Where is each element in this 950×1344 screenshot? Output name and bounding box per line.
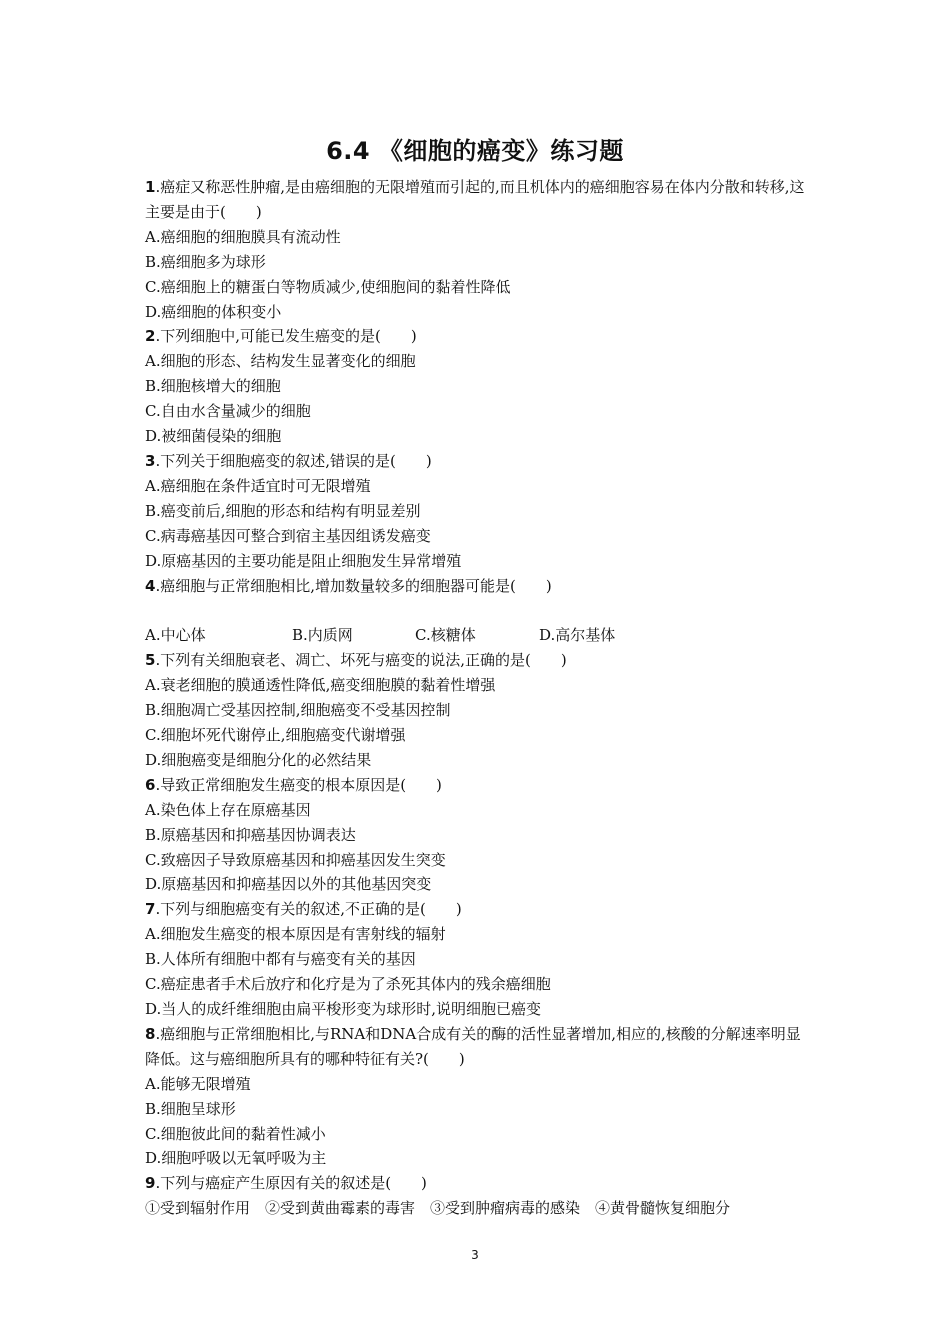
option-c: C.细胞彼此间的黏着性减小 bbox=[145, 1124, 326, 1143]
option-d: D.细胞呼吸以无氧呼吸为主 bbox=[145, 1149, 327, 1168]
question-number: 1 bbox=[145, 178, 156, 196]
option-a: A.癌细胞的细胞膜具有流动性 bbox=[145, 227, 341, 246]
question-number: 7 bbox=[145, 900, 156, 919]
option-a: A.细胞的形态、结构发生显著变化的细胞 bbox=[145, 352, 416, 371]
option-a: A.癌细胞在条件适宜时可无限增殖 bbox=[145, 476, 371, 495]
question-statements: ①受到辐射作用 ②受到黄曲霉素的毒害 ③受到肿瘤病毒的感染 ④黄骨髓恢复细胞分 bbox=[145, 1199, 731, 1218]
question-number: 6 bbox=[145, 775, 156, 794]
option-c: C.致癌因子导致原癌基因和抑癌基因发生突变 bbox=[145, 850, 446, 869]
option-d: D.被细菌侵染的细胞 bbox=[145, 427, 282, 446]
option-b: B.细胞凋亡受基因控制,细胞癌变不受基因控制 bbox=[145, 701, 451, 720]
question-number: 4 bbox=[145, 576, 156, 595]
option-d: D.原癌基因和抑癌基因以外的其他基因突变 bbox=[145, 875, 432, 894]
option-c: C.自由水含量减少的细胞 bbox=[145, 402, 311, 421]
question-9 bbox=[145, 1171, 810, 1221]
question-stem: 4.癌细胞与正常细胞相比,增加数量较多的细胞器可能是( ) bbox=[145, 576, 552, 595]
question-stem: 7.下列与细胞癌变有关的叙述,不正确的是( ) bbox=[145, 900, 462, 919]
question-stem: 3.下列关于细胞癌变的叙述,错误的是( ) bbox=[145, 451, 432, 470]
question-list bbox=[145, 175, 810, 1221]
question-stem: 6.导致正常细胞发生癌变的根本原因是( ) bbox=[145, 775, 442, 794]
option-d: D.癌细胞的体积变小 bbox=[145, 302, 282, 321]
option-a: A.细胞发生癌变的根本原因是有害射线的辐射 bbox=[145, 925, 446, 944]
question-5 bbox=[145, 648, 810, 773]
question-8 bbox=[145, 1022, 810, 1171]
question-stem: 9.下列与癌症产生原因有关的叙述是( ) bbox=[145, 1174, 427, 1193]
option-d: D.细胞癌变是细胞分化的必然结果 bbox=[145, 750, 372, 769]
option-b: B.原癌基因和抑癌基因协调表达 bbox=[145, 825, 356, 844]
question-3 bbox=[145, 449, 810, 574]
question-number: 8 bbox=[145, 1024, 156, 1043]
option-c: C.癌细胞上的糖蛋白等物质减少,使细胞间的黏着性降低 bbox=[145, 277, 511, 296]
option-c: C.癌症患者手术后放疗和化疗是为了杀死其体内的残余癌细胞 bbox=[145, 975, 551, 994]
option-d: D.原癌基因的主要功能是阻止细胞发生异常增殖 bbox=[145, 551, 462, 570]
option-d: D.当人的成纤维细胞由扁平梭形变为球形时,说明细胞已癌变 bbox=[145, 1000, 542, 1018]
option-d: D.高尔基体 bbox=[539, 626, 616, 645]
question-number: 3 bbox=[145, 451, 156, 470]
question-4 bbox=[145, 574, 810, 649]
question-2 bbox=[145, 324, 810, 449]
option-a: A.染色体上存在原癌基因 bbox=[145, 800, 311, 819]
question-number: 9 bbox=[145, 1174, 156, 1193]
question-number: 5 bbox=[145, 651, 156, 670]
question-stem: 1.癌症又称恶性肿瘤,是由癌细胞的无限增殖而引起的,而且机体内的癌细胞容易在体内分散和转移,这主要是由于( ) bbox=[145, 178, 805, 221]
option-a: A.能够无限增殖 bbox=[145, 1074, 251, 1093]
question-7 bbox=[145, 897, 810, 1022]
options-row bbox=[145, 623, 810, 648]
option-a: A.衰老细胞的膜通透性降低,癌变细胞膜的黏着性增强 bbox=[145, 676, 496, 695]
option-b: B.内质网 bbox=[292, 626, 353, 645]
page-title: 6.4 《细胞的癌变》练习题 bbox=[326, 137, 624, 165]
option-b: B.人体所有细胞中都有与癌变有关的基因 bbox=[145, 950, 416, 969]
option-b: B.细胞核增大的细胞 bbox=[145, 377, 281, 396]
option-b: B.细胞呈球形 bbox=[145, 1099, 236, 1118]
question-6 bbox=[145, 773, 810, 898]
question-stem: 8.癌细胞与正常细胞相比,与RNA和DNA合成有关的酶的活性显著增加,相应的,核酸的分解速率明显降低。这与癌细胞所具有的哪种特征有关?( ) bbox=[145, 1024, 801, 1068]
question-stem: 5.下列有关细胞衰老、凋亡、坏死与癌变的说法,正确的是( ) bbox=[145, 651, 567, 670]
option-c: C.细胞坏死代谢停止,细胞癌变代谢增强 bbox=[145, 726, 406, 745]
page-number: 3 bbox=[471, 1248, 479, 1262]
option-b: B.癌变前后,细胞的形态和结构有明显差别 bbox=[145, 501, 421, 520]
option-c: C.核糖体 bbox=[415, 626, 476, 645]
question-stem: 2.下列细胞中,可能已发生癌变的是( ) bbox=[145, 327, 417, 346]
question-1 bbox=[145, 175, 810, 324]
option-a: A.中心体 bbox=[145, 626, 206, 645]
option-b: B.癌细胞多为球形 bbox=[145, 252, 266, 271]
question-number: 2 bbox=[145, 327, 156, 346]
option-c: C.病毒癌基因可整合到宿主基因组诱发癌变 bbox=[145, 526, 431, 545]
